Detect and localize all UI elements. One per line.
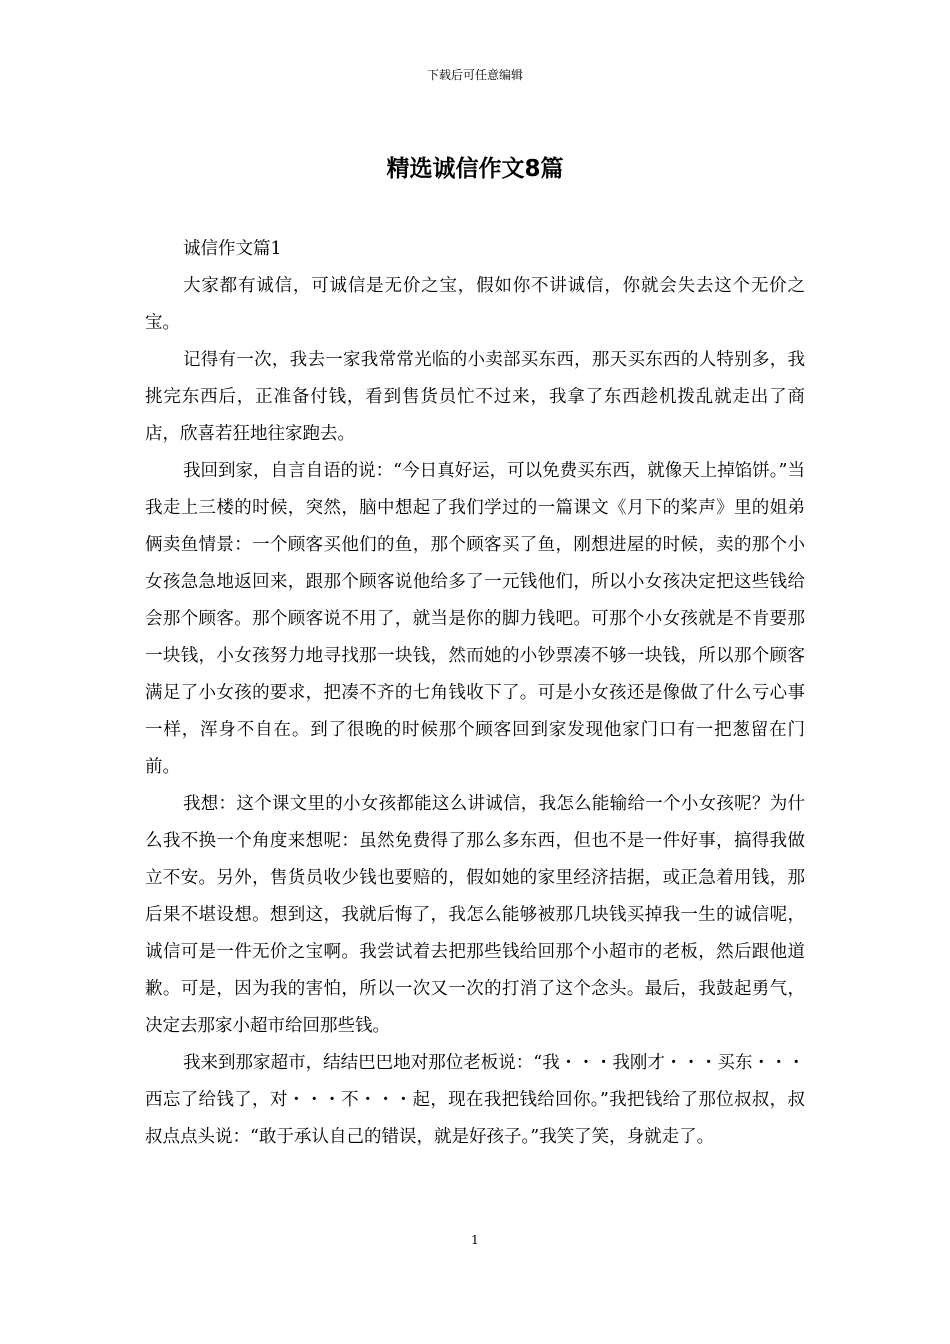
paragraph-2: 记得有一次，我去一家我常常光临的小卖部买东西，那天买东西的人特别多，我挑完东西后，正准备付钱，看到售货员忙不过来，我拿了东西趁机拨乱就走出了商店，欣喜若狂地往家跑去。 [145,350,805,444]
paragraph-5: 我来到那家超市，结结巴巴地对那位老板说：“我・・・我刚才・・・买东・・・西忘了给钱了，对・・・不・・・起，现在我把钱给回你。”我把钱给了那位叔叔，叔叔点点头说：“敢于承认自己的错误，就是好孩子。”我笑了笑，身就走了。 [145,1053,805,1147]
document-body [145,231,805,1156]
paragraph-3: 我回到家，自言自语的说：“今日真好运，可以免费买东西，就像天上掉馅饼。”当我走上三楼的时候，突然，脑中想起了我们学过的一篇课文《月下的桨声》里的姐弟俩卖鱼情景：一个顾客买他们的鱼，那个顾客买了鱼，刚想进屋的时候，卖的那个小女孩急急地返回来，跟那个顾客说他给多了一元钱他们，所以小女孩决定把这些钱给会那个顾客。那个顾客说不用了，就当是你的脚力钱吧。可那个小女孩就是不肯要那一块钱，小女孩努力地寻找那一块钱，然而她的小钞票凑不够一块钱，所以那个顾客满足了小女孩的要求，把凑不齐的七角钱收下了。可是小女孩还是像做了什么亏心事一样，浑身不自在。到了很晚的时候那个顾客回到家发现他家门口有一把葱留在门前。 [145,461,805,777]
document-title: 精选诚信作文8篇 [386,156,564,182]
paragraph-4: 我想：这个课文里的小女孩都能这么讲诚信，我怎么能输给一个小女孩呢？为什么我不换一个角度来想呢：虽然免费得了那么多东西，但也不是一件好事，搞得我做立不安。另外，售货员收少钱也要赔的，假如她的家里经济拮据，或正急着用钱，那后果不堪设想。想到这，我就后悔了，我怎么能够被那几块钱买掉我一生的诚信呢，诚信可是一件无价之宝啊。我尝试着去把那些钱给回那个小超市的老板，然后跟他道歉。可是，因为我的害怕，所以一次又一次的打消了这个念头。最后，我鼓起勇气，决定去那家小超市给回那些钱。 [145,794,805,1036]
section-heading: 诚信作文篇1 [183,239,282,259]
page-number: 1 [471,1233,479,1247]
header-note: 下载后可任意编辑 [426,68,523,82]
paragraph-1: 大家都有诚信，可诚信是无价之宝，假如你不讲诚信，你就会失去这个无价之宝。 [145,276,805,333]
